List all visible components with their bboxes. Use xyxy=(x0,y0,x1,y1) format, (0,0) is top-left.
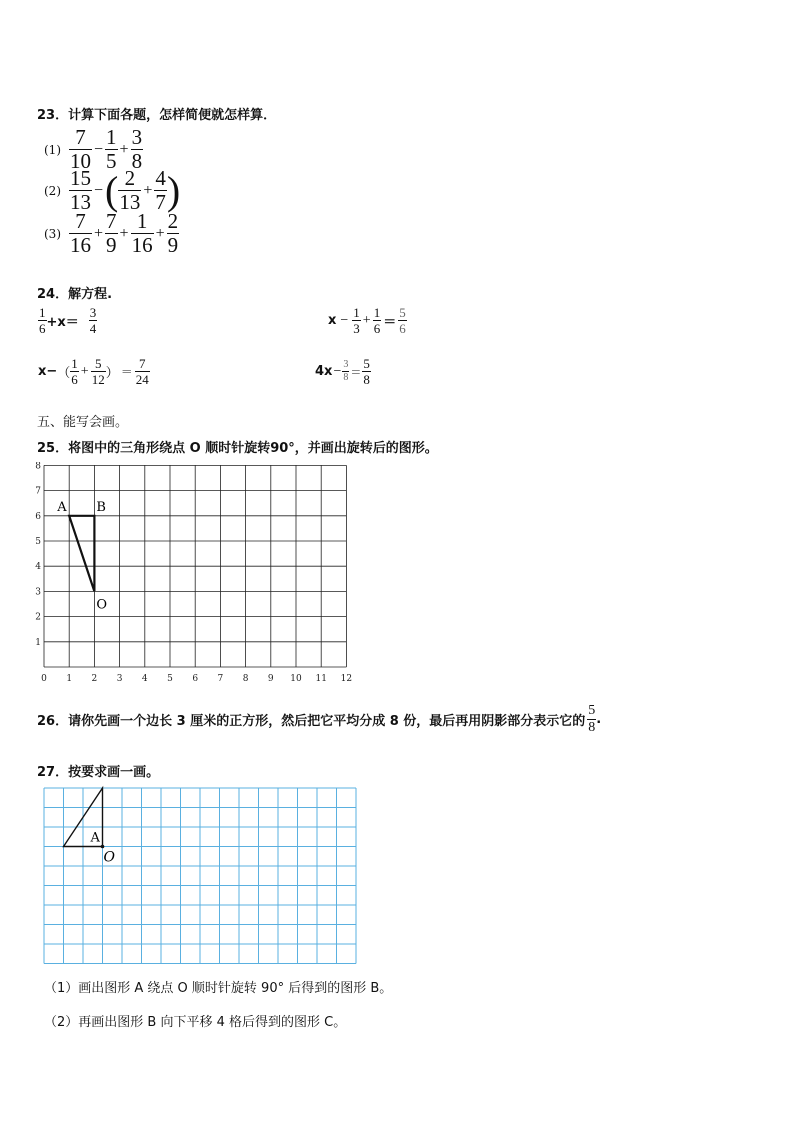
problem-label: (3) xyxy=(44,226,61,241)
q24-equation-2 xyxy=(328,306,407,335)
q23-problem-2 xyxy=(44,168,180,213)
x-tick-label: 3 xyxy=(116,674,123,684)
operator: + xyxy=(143,181,153,199)
x-tick-label: 2 xyxy=(91,674,98,684)
problem-label: (1) xyxy=(44,142,61,157)
operator: + xyxy=(155,224,165,242)
fraction: $\frac{7}{16}$ xyxy=(70,209,91,257)
q27-instruction-1: （1）画出图形 A 绕点 O 顺时针旋转 90° 后得到的图形 B。 xyxy=(44,981,393,996)
operator: + xyxy=(94,224,104,242)
operator: − xyxy=(94,140,104,158)
x-tick-label: 8 xyxy=(242,674,249,684)
fraction: $\frac{3}{8}$ xyxy=(131,125,143,173)
right-paren: ） xyxy=(105,365,119,380)
point-o-dot xyxy=(101,845,105,849)
fraction: $\frac{5}{8}$ xyxy=(588,703,596,735)
triangle-abo xyxy=(69,516,94,592)
fraction: $\frac{3}{4}$ xyxy=(89,305,97,336)
square-grid xyxy=(44,788,356,964)
x-tick-label: 6 xyxy=(192,674,199,684)
point-label-o: O xyxy=(96,597,108,613)
operator: + xyxy=(80,363,89,379)
variable: 4x xyxy=(315,364,333,379)
y-tick-label: 7 xyxy=(35,486,41,497)
fraction: $\frac{1}{6}$ xyxy=(71,356,78,387)
x-tick-label: 4 xyxy=(141,674,148,684)
q24-equation-1 xyxy=(38,306,97,335)
fraction: $\frac{1}{3}$ xyxy=(353,305,360,336)
fraction: $\frac{5}{6}$ xyxy=(399,305,406,336)
y-tick-label: 5 xyxy=(35,537,41,547)
section-heading: 五、能写会画。 xyxy=(37,415,129,430)
variable: x xyxy=(328,313,337,328)
fraction: $\frac{2}{9}$ xyxy=(167,209,179,257)
left-paren: （ xyxy=(57,365,71,380)
figure-label-a: A xyxy=(90,830,100,846)
fraction: $\frac{5}{12}$ xyxy=(91,356,105,387)
x-tick-label: 5 xyxy=(167,674,173,684)
x-tick-label: 12 xyxy=(340,674,353,684)
right-paren: ) xyxy=(166,167,181,213)
q26-text: 26．请你先画一个边长 3 厘米的正方形，然后把它平均分成 8 份，最后再用阴影部分表示它的 xyxy=(37,714,586,729)
q24-equation-4 xyxy=(315,357,371,386)
q24-equation-3 xyxy=(38,357,150,386)
operator: + xyxy=(119,224,129,242)
operator: − xyxy=(340,312,349,328)
q27-grid-figure xyxy=(40,784,362,968)
fraction: $\frac{2}{13}$ xyxy=(119,166,141,214)
x-tick-label: 9 xyxy=(267,674,274,684)
q26-line xyxy=(37,704,601,735)
y-tick-label: 8 xyxy=(35,462,41,472)
q27-title: 27．按要求画一画。 xyxy=(37,765,160,780)
operator: + xyxy=(119,140,129,158)
point-label-o: O xyxy=(103,849,115,866)
point-label-a: A xyxy=(57,499,67,515)
fraction: $\frac{5}{8}$ xyxy=(363,356,370,387)
fraction: $\frac{1}{6}$ xyxy=(39,305,46,336)
equation-text: +x＝ xyxy=(46,315,79,330)
point-label-b: B xyxy=(96,499,106,515)
variable: x− xyxy=(38,364,58,379)
fraction: $\frac{7}{24}$ xyxy=(135,356,149,387)
equals: ＝ xyxy=(350,366,362,379)
fraction: $\frac{7}{9}$ xyxy=(106,209,117,257)
fraction: $\frac{1}{6}$ xyxy=(373,305,381,336)
axis-ticks xyxy=(35,462,352,684)
operator: − xyxy=(333,363,342,379)
y-tick-label: 1 xyxy=(35,637,41,648)
fraction: $\frac{1}{5}$ xyxy=(106,125,117,173)
fraction: $\frac{15}{13}$ xyxy=(70,166,91,214)
q23-title: 23．计算下面各题，怎样简便就怎样算． xyxy=(37,108,277,123)
y-tick-label: 6 xyxy=(35,511,41,522)
y-tick-label: 3 xyxy=(35,587,41,598)
left-paren: ( xyxy=(105,167,119,213)
fraction: $\frac{1}{16}$ xyxy=(131,209,153,257)
problem-label: (2) xyxy=(44,183,61,198)
x-tick-label: 11 xyxy=(315,674,327,684)
q27-instruction-2: （2）再画出图形 B 向下平移 4 格后得到的图形 C。 xyxy=(44,1015,347,1030)
x-tick-label: 10 xyxy=(290,674,302,684)
x-tick-label: 1 xyxy=(66,674,73,684)
equals: ＝ xyxy=(383,315,397,330)
q23-problem-3 xyxy=(44,211,179,256)
triangle-shape xyxy=(69,516,94,592)
operator: + xyxy=(362,312,371,328)
q25-grid-figure xyxy=(30,462,360,686)
operator: − xyxy=(94,181,104,199)
fraction: $\frac{4}{7}$ xyxy=(155,166,166,214)
coordinate-grid xyxy=(44,465,346,667)
fraction: $\frac{7}{10}$ xyxy=(70,125,91,173)
y-tick-label: 4 xyxy=(35,562,41,573)
fraction: $\frac{3}{8}$ xyxy=(343,359,349,383)
equals: ＝ xyxy=(120,365,133,379)
y-tick-label: 2 xyxy=(35,612,41,623)
q24-title: 24．解方程. xyxy=(37,287,113,302)
x-tick-label: 7 xyxy=(217,674,224,684)
q25-title: 25．将图中的三角形绕点 O 顺时针旋转90°，并画出旋转后的图形。 xyxy=(37,441,438,456)
period: . xyxy=(596,712,602,727)
x-tick-label: 0 xyxy=(41,674,47,684)
